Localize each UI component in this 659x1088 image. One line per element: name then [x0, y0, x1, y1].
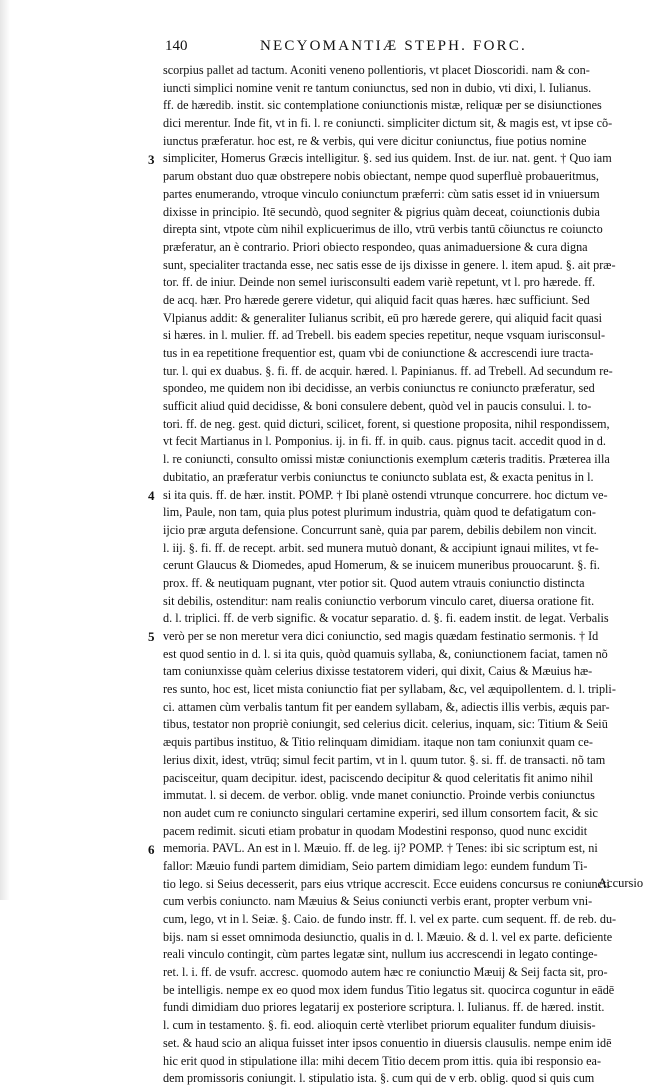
text-line: æquis partibus instituo, & Titio relinquam dimidiam. itaque non tam coniunxit quam ce- [163, 735, 593, 750]
text-line: dixisse in principio. Itē secundò, quod segniter & pigrius quàm deceat, coiunctionis dubia [163, 204, 600, 219]
text-line: ff. de hæredib. instit. sic contemplatione coniunctionis mistæ, reliquæ per se disiunctiones [163, 98, 602, 113]
catchword: Accursio [598, 876, 644, 890]
paragraph-number: 3 [148, 151, 155, 167]
text-line: simpliciter, Homerus Græcis intelligitur. §. sed ius quidem. Inst. de iur. nat. gent. † Quo iam [163, 151, 612, 166]
text-line: iunctus præferatur. hoc est, re & verbis, qui vere dicitur coniunctus, fiue potius nomine [163, 133, 587, 148]
text-line: tor. ff. de iniur. Deinde non semel iurisconsulti eadem variè repetunt, vt l. pro hærede. ff. [163, 275, 596, 290]
text-line: ijcio præ arguta defensione. Concurrunt sanè, quia par parem, debilis debilem non vincit. [163, 522, 597, 537]
text-line: sunt, specialiter tractanda esse, nec satis esse de ijs dixisse in genere. l. item apud. §. ait præ- [163, 257, 616, 272]
text-line: si ita quis. ff. de hær. instit. POMP. † Ibi planè ostendi vtrunque concurrere. hoc dictum ve- [163, 487, 608, 502]
text-line: hic erit quod in stipulatione illa: mihi decem Titio decem prom ittis. quia ibi responsio ea- [163, 1053, 602, 1068]
text-line: dubitatio, an præferatur verbis coniunctus te coniuncto sublata est, & exacta penitus in l. [163, 469, 594, 484]
text-line: be intelligis. nempe ex eo quod mox idem fundus Titio legatus sit. quocirca coguntur in eādē [163, 982, 615, 997]
text-line: res sunto, hoc est, licet mista coniunctio fiat per syllabam, &c, vel æquipollentem. d. l. tripli- [163, 682, 616, 697]
running-head: NECYOMANTIÆ STEPH. FORC. [260, 38, 527, 54]
text-line: præferatur, an è contrario. Priori obiecto respondeo, quas animaduersione & cura digna [163, 239, 588, 254]
text-line: iuncti simplici nomine venit re tantum coniunctus, sed non in dubio, vti dixi, l. Iulianus. [163, 80, 592, 95]
text-line: pacisceitur, quam decipitur. idest, paciscendo decipitur & quod celeritatis fit animo nihil [163, 770, 594, 785]
text-line: dem promissoris coniungit. l. stipulatio ista. §. cum qui de v erb. oblig. quod si quis cum [163, 1071, 595, 1086]
text-line: l. iij. §. fi. ff. de recept. arbit. sed munera mutuò donant, & accipiunt ignaui milites, vt fe- [163, 540, 599, 555]
paragraph-number: 5 [148, 629, 155, 645]
text-line: direpta sint, vtpote cùm nihil explicuerimus de illo, vtrū verbis tantū cõiunctus re coiuncto [163, 222, 603, 237]
text-line: vt fecit Martianus in l. Pomponius. ij. in fi. ff. in quib. caus. pignus tacit. accedit quod in d. [163, 434, 606, 449]
text-line: scorpius pallet ad tactum. Aconiti veneno pollentioris, vt placet Dioscoridi. nam & con- [163, 63, 590, 77]
text-line: Vlpianus addit: & generaliter Iulianus scribit, eū pro hærede gerere, qui aliquid facit quasi [163, 310, 602, 325]
text-line: parum obstant duo quæ obstrepere nobis obiectant, nempe quod superfluè probaueritmus, [163, 169, 599, 184]
text-line: bijs. nam si esset omnimoda desiunctio, qualis in d. l. Mæuio. & d. l. vel ex parte. deficiente [163, 929, 613, 944]
text-line: l. re coniuncti, consulto omissi mistæ coniunctionis exemplum cæteris traditis. Præterea illa [163, 452, 610, 467]
text-line: tam coniunxisse quàm celerius dixisse testatorem videri, qui dixit, Caius & Mæuius hæ- [163, 664, 593, 679]
text-line: dici merentur. Inde fit, vt in fi. l. re coniuncti. simpliciter dictum sit, & magis est, vt ipse cõ- [163, 116, 613, 131]
text-line: fallor: Mæuio fundi partem dimidiam, Seio partem dimidiam lego: eundem fundum Ti- [163, 858, 588, 873]
text-line: cum, lego, vt in l. Seiæ. §. Caio. de fundo instr. ff. l. vel ex parte. cum sequent. ff. de reb. du- [163, 912, 617, 926]
text-line: ci. attamen cùm verbalis tantum fit per eandem syllabam, &, adiectis illis verbis, æquis par- [163, 699, 610, 714]
page-number: 140 [165, 38, 188, 54]
body-text [163, 62, 643, 1088]
text-line: tus in ea repetitione frequentior est, quam vbi de coniunctione & accrescendi iure tracta- [163, 346, 594, 360]
text-line: reali vinculo contingit, cùm partes legatæ sint, nullum ius accrescendi in legato continge- [163, 947, 598, 962]
text-line: lim, Paule, non tam, quia plus potest plurimum industria, quàm quod te defatigatum con- [163, 505, 596, 520]
text-line: immutat. l. si decem. de verbor. oblig. vnde manet coniunctio. Proinde verbis coniunctus [163, 788, 595, 803]
text-line: non audet cum re coniuncto singulari certamine experiri, sed illum consortem facit, & sic [163, 805, 598, 820]
page-header [0, 38, 659, 62]
text-line: est quod sentio in d. l. si ita quis, quòd quamuis syllaba, &, coniunctionem faciat, tamen nõ [163, 646, 608, 661]
text-line: pacem redimit. sicuti etiam probatur in quodam Modestini responso, quod nunc excidit [163, 823, 588, 838]
text-line: de acq. hær. Pro hærede gerere videtur, qui aliquid facit quas hæres. hæc sufficiunt. Sed [163, 292, 590, 307]
text-line: tur. l. qui ex duabus. §. fi. ff. de acquir. hæred. l. Papinianus. ff. ad Trebell. Ad secundum re- [163, 363, 613, 378]
text-line: memoria. PAVL. An est in l. Mæuio. ff. de leg. ij? POMP. † Tenes: ibi sic scriptum est, ni [163, 841, 598, 856]
text-line: set. & haud scio an aliqua fuisset inter ipsos conuentio in diuersis clausulis. nempe enim idē [163, 1035, 612, 1050]
text-line: spondeo, me quidem non ibi decidisse, an verbis coniunctus re coniuncto præferatur, sed [163, 381, 595, 396]
text-line: l. cum in testamento. §. fi. eod. alioquin certè vterlibet priorum equaliter fundum diuisis- [163, 1018, 596, 1033]
paragraph-number: 6 [148, 841, 155, 857]
text-line: sit debilis, ostenditur: nam realis coniunctio verborum vinculo caret, diuersa oratione fit. [163, 593, 595, 608]
text-line: d. l. triplici. ff. de verb signific. & vocatur separatio. d. §. fi. eadem instit. de legat. Verbalis [163, 611, 609, 626]
text-line: fundi dimidiam duo priores legatarij ex posteriore scriptura. l. Iulianus. ff. de hæred. instit. [163, 1000, 605, 1015]
paragraph-number: 4 [148, 487, 155, 503]
text-line: tio lego. si Seius decesserit, pars eius vtrique accrescit. Ecce euidens concursus re coniuncti [163, 876, 610, 891]
text-line: cum verbis coniuncto. nam Mæuius & Seius coniuncti verbis erant, propter verbum vni- [163, 894, 593, 909]
text-line: cerunt Glaucus & Diomedes, apud Homerum, & se inuicem muneribus prouocarunt. §. fi. [163, 558, 600, 573]
margin-markers [0, 62, 163, 862]
text-line: si hæres. in l. mulier. ff. ad Trebell. bis eadem species repetitur, neque vsquam iurisconsul- [163, 328, 606, 343]
text-line: lerius dixit, idest, vtrūq; simul fecit partim, vt in l. quum tutor. §. si. ff. de transacti. nõ tam [163, 752, 606, 767]
text-line: prox. ff. & neutiquam pugnant, vter potior sit. Quod autem vtrauis coniunctio distincta [163, 575, 585, 590]
text-line: tibus, testator non propriè coniungit, sed celerius dicit. celerius, inquam, sic: Titium & Seiū [163, 717, 608, 732]
text-line: tori. ff. de neg. gest. quid dicturi, scilicet, forent, si questione proposita, nihil respondissem, [163, 416, 610, 431]
text-line: sufficit aliud quid decidisse, & boni consulere debent, quòd vel in paucis consului. l. to- [163, 399, 592, 414]
text-line: ret. l. i. ff. de vsufr. accresc. quomodo autem hæc re coniunctio Mæuij & Seij facta sit, pro- [163, 965, 608, 980]
text-line: verò per se non meretur vera dici coniunctio, sed magis quædam festinatio sermonis. † Id [163, 629, 599, 643]
text-line: partes enumerando, vtroque vinculo coniunctum præferri: cùm satis esset id in vniuersum [163, 186, 600, 201]
